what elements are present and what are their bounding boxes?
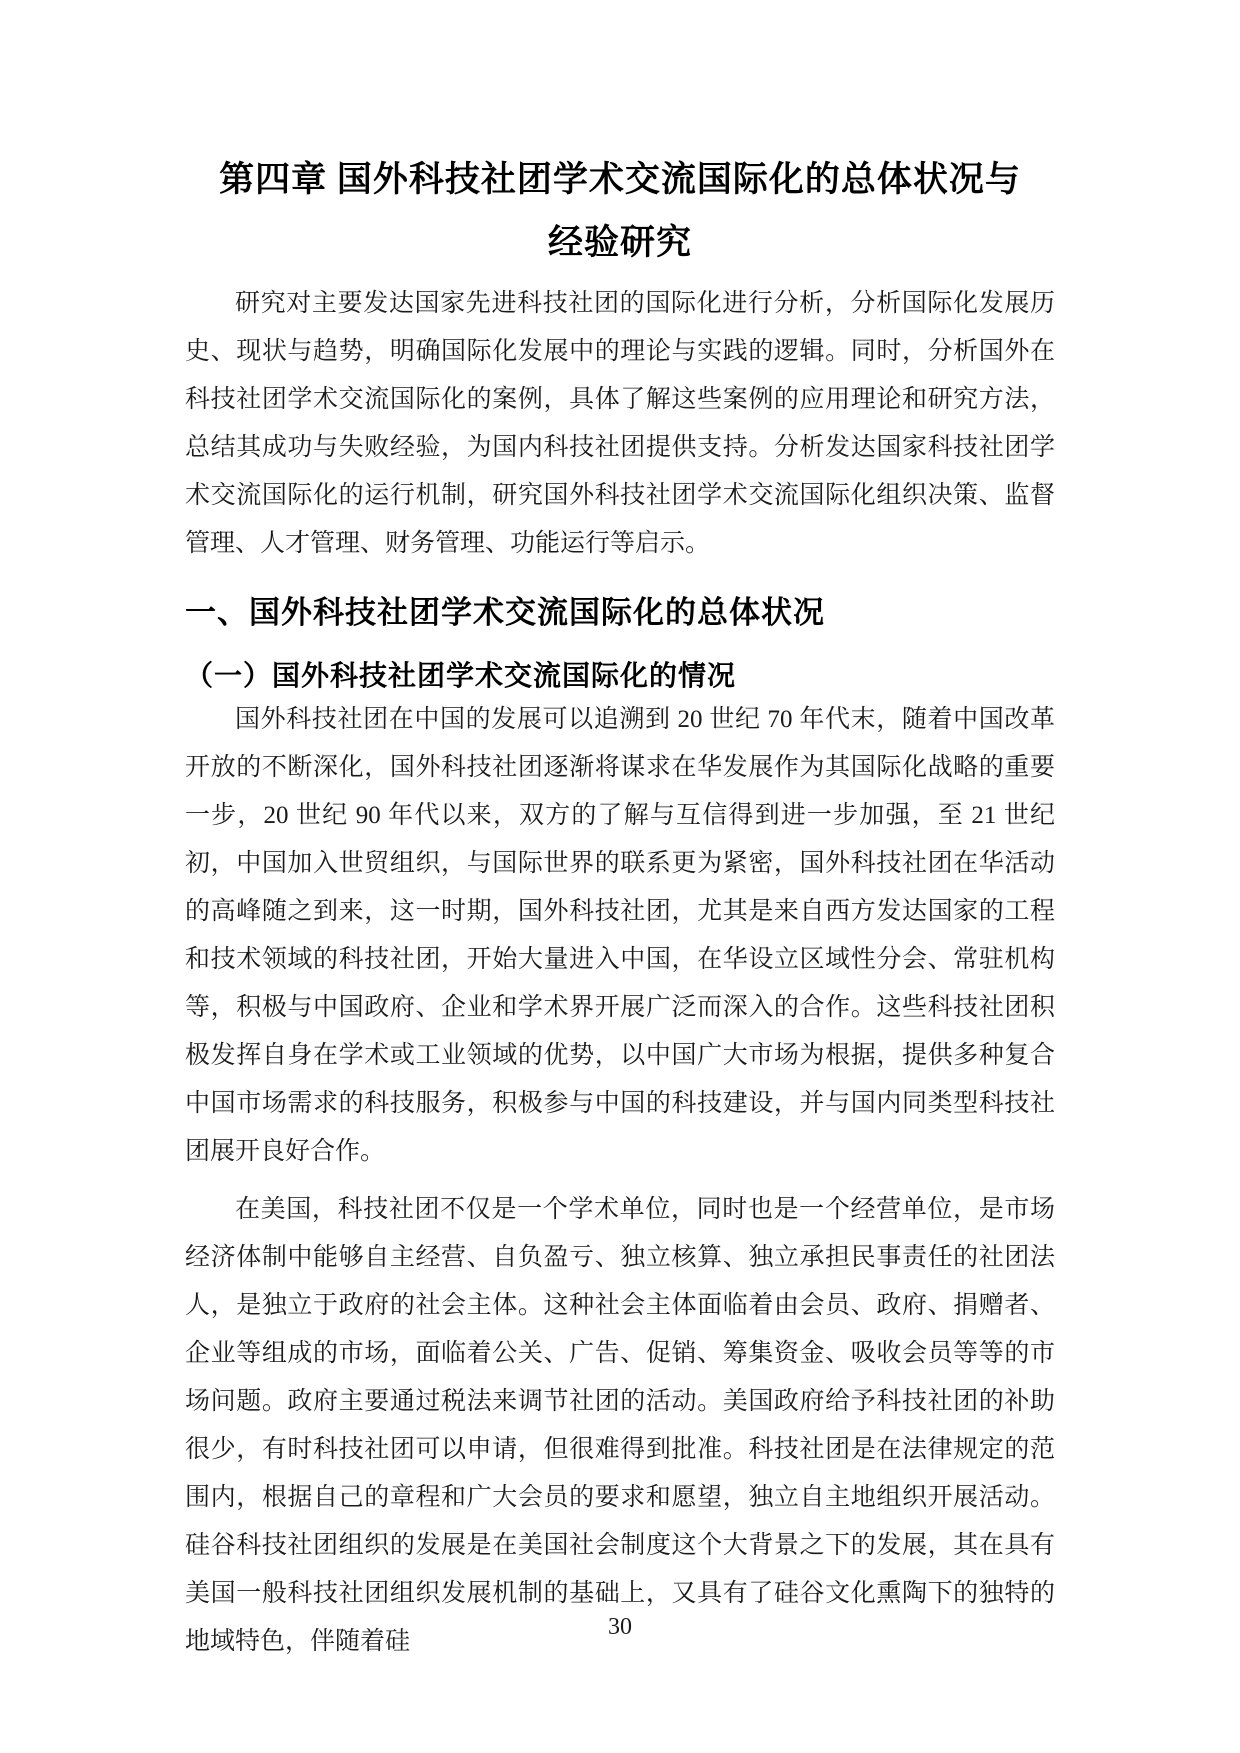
body-paragraph-2: 在美国，科技社团不仅是一个学术单位，同时也是一个经营单位，是市场经济体制中能够自主经营、自负盈亏、独立核算、独立承担民事责任的社团法人，是独立于政府的社会主体。这种社会主体面临着由会员、政府、捐赠者、企业等组成的市场，面临着公关、广告、促销、筹集资金、吸收会员等等的市场问题。政府主要通过税法来调节社团的活动。美国政府给予科技社团的补助很少，有时科技社团可以申请，但很难得到批准。科技社团是在法律规定的范围内，根据自己的章程和广大会员的要求和愿望，独立自主地组织开展活动。硅谷科技社团组织的发展是在美国社会制度这个大背景之下的发展，其在具有美国一般科技社团组织发展机制的基础上，又具有了硅谷文化熏陶下的独特的地域特色，伴随着硅 <box>185 1196 1055 1655</box>
chapter-title <box>185 0 1055 274</box>
chapter-title-line-2: 经验研究 <box>547 223 692 262</box>
body-paragraph-1: 国外科技社团在中国的发展可以追溯到 20 世纪 70 年代末，随着中国改革开放的不断深化，国外科技社团逐渐将谋求在华发展作为其国际化战略的重要一步，20 世纪 90 年代以来，双方的了解与互信得到进一步加强，至 21 世纪初，中国加入世贸组织，与国际世界的联系更为紧密，国外科技社团在华活动的高峰随之到来，这一时期，国外科技社团，尤其是来自西方发达国家的工程和技术领域的科技社团，开始大量进入中国，在华设立区域性分会、常驻机构等，积极与中国政府、企业和学术界开展广泛而深入的合作。这些科技社团积极发挥自身在学术或工业领域的优势，以中国广大市场为根据，提供多种复合中国市场需求的科技服务，积极参与中国的科技建设，并与国内同类型科技社团展开良好合作。 <box>185 706 1055 1165</box>
page-content <box>185 0 1055 1666</box>
page-footer <box>0 1614 1240 1641</box>
subsection-heading: （一）国外科技社团学术交流国际化的情况 <box>185 660 737 691</box>
intro-paragraph: 研究对主要发达国家先进科技社团的国际化进行分析，分析国际化发展历史、现状与趋势，明确国际化发展中的理论与实践的逻辑。同时，分析国外在科技社团学术交流国际化的案例，具体了解这些案例的应用理论和研究方法，总结其成功与失败经验，为国内科技社团提供支持。分析发达国家科技社团学术交流国际化的运行机制，研究国外科技社团学术交流国际化组织决策、监督管理、人才管理、财务管理、功能运行等启示。 <box>185 290 1055 557</box>
page-number: 30 <box>608 1614 632 1640</box>
chapter-title-line-1: 第四章 国外科技社团学术交流国际化的总体状况与 <box>219 160 1021 199</box>
section-heading: 一、国外科技社团学术交流国际化的总体状况 <box>185 595 825 630</box>
